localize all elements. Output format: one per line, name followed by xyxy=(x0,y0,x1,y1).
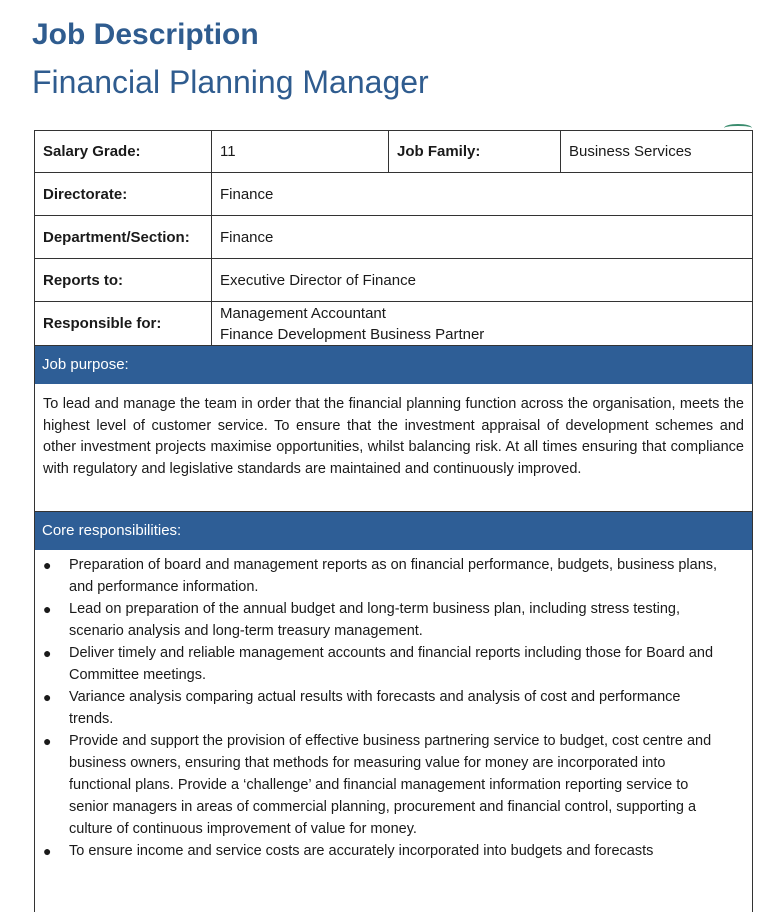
bullet-icon: ● xyxy=(43,601,52,617)
page-title: Job Description xyxy=(32,18,259,51)
reports-to-value: Executive Director of Finance xyxy=(212,259,753,302)
responsible-for-item: Finance Development Business Partner xyxy=(220,325,485,343)
page-subtitle: Financial Planning Manager xyxy=(32,64,429,100)
salary-grade-label: Salary Grade: xyxy=(35,131,212,173)
directorate-value: Finance xyxy=(212,173,753,216)
list-item: ● Provide and support the provision of effective business partnering service to budget, cost centre and business owners, ensuring that methods for measuring value for money are incorporated into functional plans. Provide a ‘challenge’ and financial management information reporting service to senior managers in areas of commercial planning, procurement and financial control, supporting a culture of continuous improvement of value for money. xyxy=(69,730,722,840)
core-responsibilities-heading: Core responsibilities: xyxy=(35,512,752,550)
department-label: Department/Section: xyxy=(35,216,212,259)
bullet-icon: ● xyxy=(43,843,52,859)
core-responsibilities-section xyxy=(34,511,753,912)
bullet-icon: ● xyxy=(43,557,52,573)
list-item: ● Variance analysis comparing actual results with forecasts and analysis of cost and performance trends. xyxy=(69,686,722,730)
table-row xyxy=(35,173,753,216)
bullet-icon: ● xyxy=(43,733,52,749)
table-row xyxy=(35,259,753,302)
responsible-for-item: Management Accountant xyxy=(220,304,386,322)
table-row xyxy=(35,131,753,173)
list-item: ● Lead on preparation of the annual budget and long-term business plan, including stress testing, scenario analysis and long-term treasury management. xyxy=(69,598,722,642)
table-row xyxy=(35,216,753,259)
salary-grade-value: 11 xyxy=(212,131,389,173)
table-row xyxy=(35,302,753,346)
job-purpose-text: To lead and manage the team in order that the financial planning function across the organisation, meets the highest level of customer service. To ensure that the investment appraisal of development schemes and other investment projects maximise opportunities, whilst balancing risk. At all times ensuring that compliance with regulatory and legislative standards are maintained and continuously improved. xyxy=(43,396,744,477)
job-purpose-heading: Job purpose: xyxy=(35,346,752,384)
responsible-for-value xyxy=(212,302,753,346)
list-item: ● Deliver timely and reliable management accounts and financial reports including those for Board and Committee meetings. xyxy=(69,642,722,686)
list-item: ● Preparation of board and management reports as on financial performance, budgets, business plans, and performance information. xyxy=(69,554,722,598)
directorate-label: Directorate: xyxy=(35,173,212,216)
responsibilities-list xyxy=(35,554,752,862)
list-item: ● To ensure income and service costs are accurately incorporated into budgets and forecasts xyxy=(69,840,722,862)
bullet-icon: ● xyxy=(43,689,52,705)
responsible-for-label: Responsible for: xyxy=(35,302,212,346)
job-info-table xyxy=(34,130,753,346)
job-purpose-section xyxy=(34,345,753,513)
bullet-icon: ● xyxy=(43,645,52,661)
reports-to-label: Reports to: xyxy=(35,259,212,302)
job-family-value: Business Services xyxy=(561,131,753,173)
job-family-label: Job Family: xyxy=(389,131,561,173)
department-value: Finance xyxy=(212,216,753,259)
